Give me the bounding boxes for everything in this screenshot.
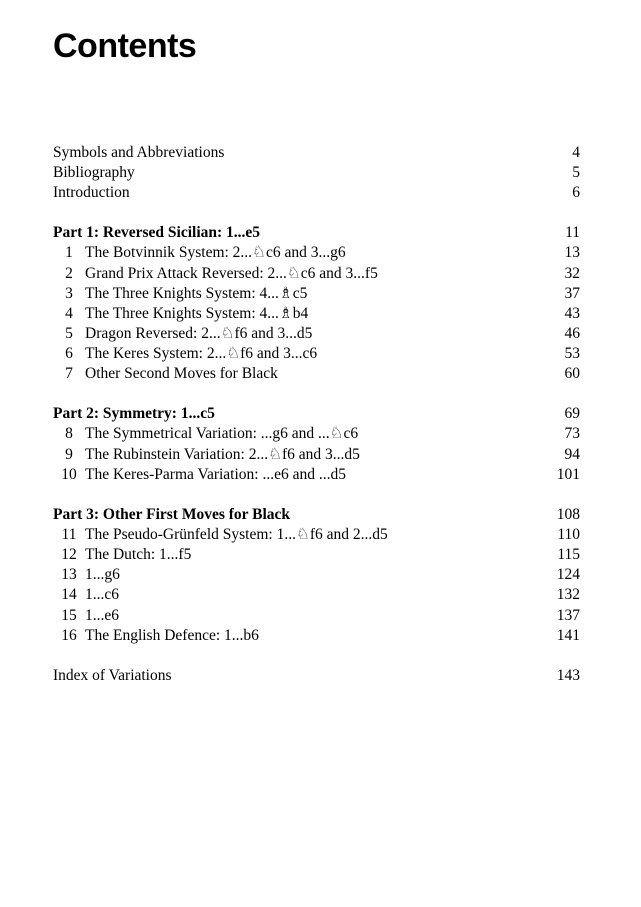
chapter-title: Grand Prix Attack Reversed: 2...♘c6 and 3...f5 xyxy=(85,264,378,282)
part-heading-3[interactable] xyxy=(53,505,580,525)
part-page: 108 xyxy=(556,505,580,523)
entry-title: Index of Variations xyxy=(53,666,172,684)
entry-title: Symbols and Abbreviations xyxy=(53,144,225,161)
chapter-number: 10 xyxy=(61,465,77,483)
chapter-page: 110 xyxy=(557,525,580,543)
chapter-entry[interactable] xyxy=(53,324,580,344)
chapter-page: 53 xyxy=(564,345,580,363)
chapter-number: 16 xyxy=(61,626,77,644)
chapter-entry[interactable] xyxy=(53,565,580,585)
chapter-entry[interactable] xyxy=(53,284,580,304)
entry-page: 6 xyxy=(572,184,580,202)
chapter-title: The Dutch: 1...f5 xyxy=(85,545,192,563)
chapter-title: The Symmetrical Variation: ...g6 and ...♘c6 xyxy=(85,425,359,443)
part-heading-2[interactable] xyxy=(53,404,580,424)
chapter-page: 43 xyxy=(564,304,580,322)
section-gap xyxy=(53,204,580,224)
chapter-number: 14 xyxy=(61,586,77,604)
chapter-entry[interactable] xyxy=(53,585,580,605)
chapter-number: 12 xyxy=(61,545,77,563)
entry-title: Bibliography xyxy=(53,164,135,182)
chapter-title: The Rubinstein Variation: 2...♘f6 and 3...d5 xyxy=(85,445,360,463)
part-page: 11 xyxy=(565,224,580,242)
chapter-title: The Keres-Parma Variation: ...e6 and ...d5 xyxy=(85,465,346,483)
chapter-title: The English Defence: 1...b6 xyxy=(85,626,259,644)
chapter-entry[interactable] xyxy=(53,424,580,444)
entry-title: Introduction xyxy=(53,184,130,202)
chapter-page: 137 xyxy=(556,606,580,624)
chapter-entry[interactable] xyxy=(53,304,580,324)
chapter-number: 6 xyxy=(65,345,73,363)
part-page: 69 xyxy=(564,405,580,423)
entry-page: 143 xyxy=(556,666,580,684)
chapter-entry[interactable] xyxy=(53,243,580,263)
chapter-title: Dragon Reversed: 2...♘f6 and 3...d5 xyxy=(85,325,313,343)
entry-page: 5 xyxy=(572,164,580,182)
chapter-page: 132 xyxy=(556,586,580,604)
chapter-number: 1 xyxy=(65,244,73,262)
chapter-page: 94 xyxy=(564,445,580,463)
chapter-number: 7 xyxy=(65,365,73,383)
section-gap xyxy=(53,385,580,405)
chapter-title: The Keres System: 2...♘f6 and 3...c6 xyxy=(85,345,318,363)
chapter-page: 101 xyxy=(556,465,580,483)
chapter-title: 1...e6 xyxy=(85,606,120,624)
chapter-entry[interactable] xyxy=(53,364,580,384)
chapter-entry[interactable] xyxy=(53,626,580,646)
chapter-entry[interactable] xyxy=(53,465,580,485)
toc-entry-introduction[interactable] xyxy=(53,183,580,203)
chapter-number: 2 xyxy=(65,264,73,282)
chapter-title: The Three Knights System: 4...♗b4 xyxy=(85,304,309,322)
chapter-page: 73 xyxy=(564,425,580,443)
entry-page: 4 xyxy=(572,144,580,161)
chapter-page: 115 xyxy=(557,545,580,563)
chapter-title: The Pseudo-Grünfeld System: 1...♘f6 and 2...d5 xyxy=(85,525,388,543)
chapter-number: 4 xyxy=(65,304,73,322)
chapter-page: 124 xyxy=(556,566,580,584)
chapter-number: 11 xyxy=(61,525,77,543)
chapter-page: 32 xyxy=(564,264,580,282)
chapter-number: 5 xyxy=(65,325,73,343)
chapter-number: 9 xyxy=(65,445,73,463)
chapter-title: The Botvinnik System: 2...♘c6 and 3...g6 xyxy=(85,244,346,262)
chapter-page: 37 xyxy=(564,284,580,302)
part-heading-1[interactable] xyxy=(53,223,580,243)
chapter-entry[interactable] xyxy=(53,525,580,545)
chapter-entry[interactable] xyxy=(53,606,580,626)
chapter-number: 3 xyxy=(65,284,73,302)
chapter-page: 13 xyxy=(564,244,580,262)
toc-entry-symbols[interactable] xyxy=(53,143,580,163)
part-title: Part 2: Symmetry: 1...c5 xyxy=(53,405,215,423)
chapter-entry[interactable] xyxy=(53,445,580,465)
part-title: Part 3: Other First Moves for Black xyxy=(53,505,291,523)
chapter-title: 1...g6 xyxy=(85,566,120,584)
chapter-number: 8 xyxy=(65,425,73,443)
section-gap xyxy=(53,646,580,666)
chapter-page: 60 xyxy=(564,365,580,383)
table-of-contents xyxy=(53,143,580,686)
chapter-page: 141 xyxy=(556,626,580,644)
chapter-title: The Three Knights System: 4...♗c5 xyxy=(85,284,308,302)
chapter-number: 15 xyxy=(61,606,77,624)
toc-entry-index[interactable] xyxy=(53,666,580,686)
chapter-page: 46 xyxy=(564,325,580,343)
chapter-title: 1...c6 xyxy=(85,586,120,604)
chapter-title: Other Second Moves for Black xyxy=(85,365,278,383)
part-title: Part 1: Reversed Sicilian: 1...e5 xyxy=(53,224,261,242)
chapter-entry[interactable] xyxy=(53,344,580,364)
page-title: Contents xyxy=(53,27,197,65)
chapter-entry[interactable] xyxy=(53,545,580,565)
section-gap xyxy=(53,485,580,505)
toc-entry-bibliography[interactable] xyxy=(53,163,580,183)
chapter-entry[interactable] xyxy=(53,264,580,284)
chapter-number: 13 xyxy=(61,566,77,584)
